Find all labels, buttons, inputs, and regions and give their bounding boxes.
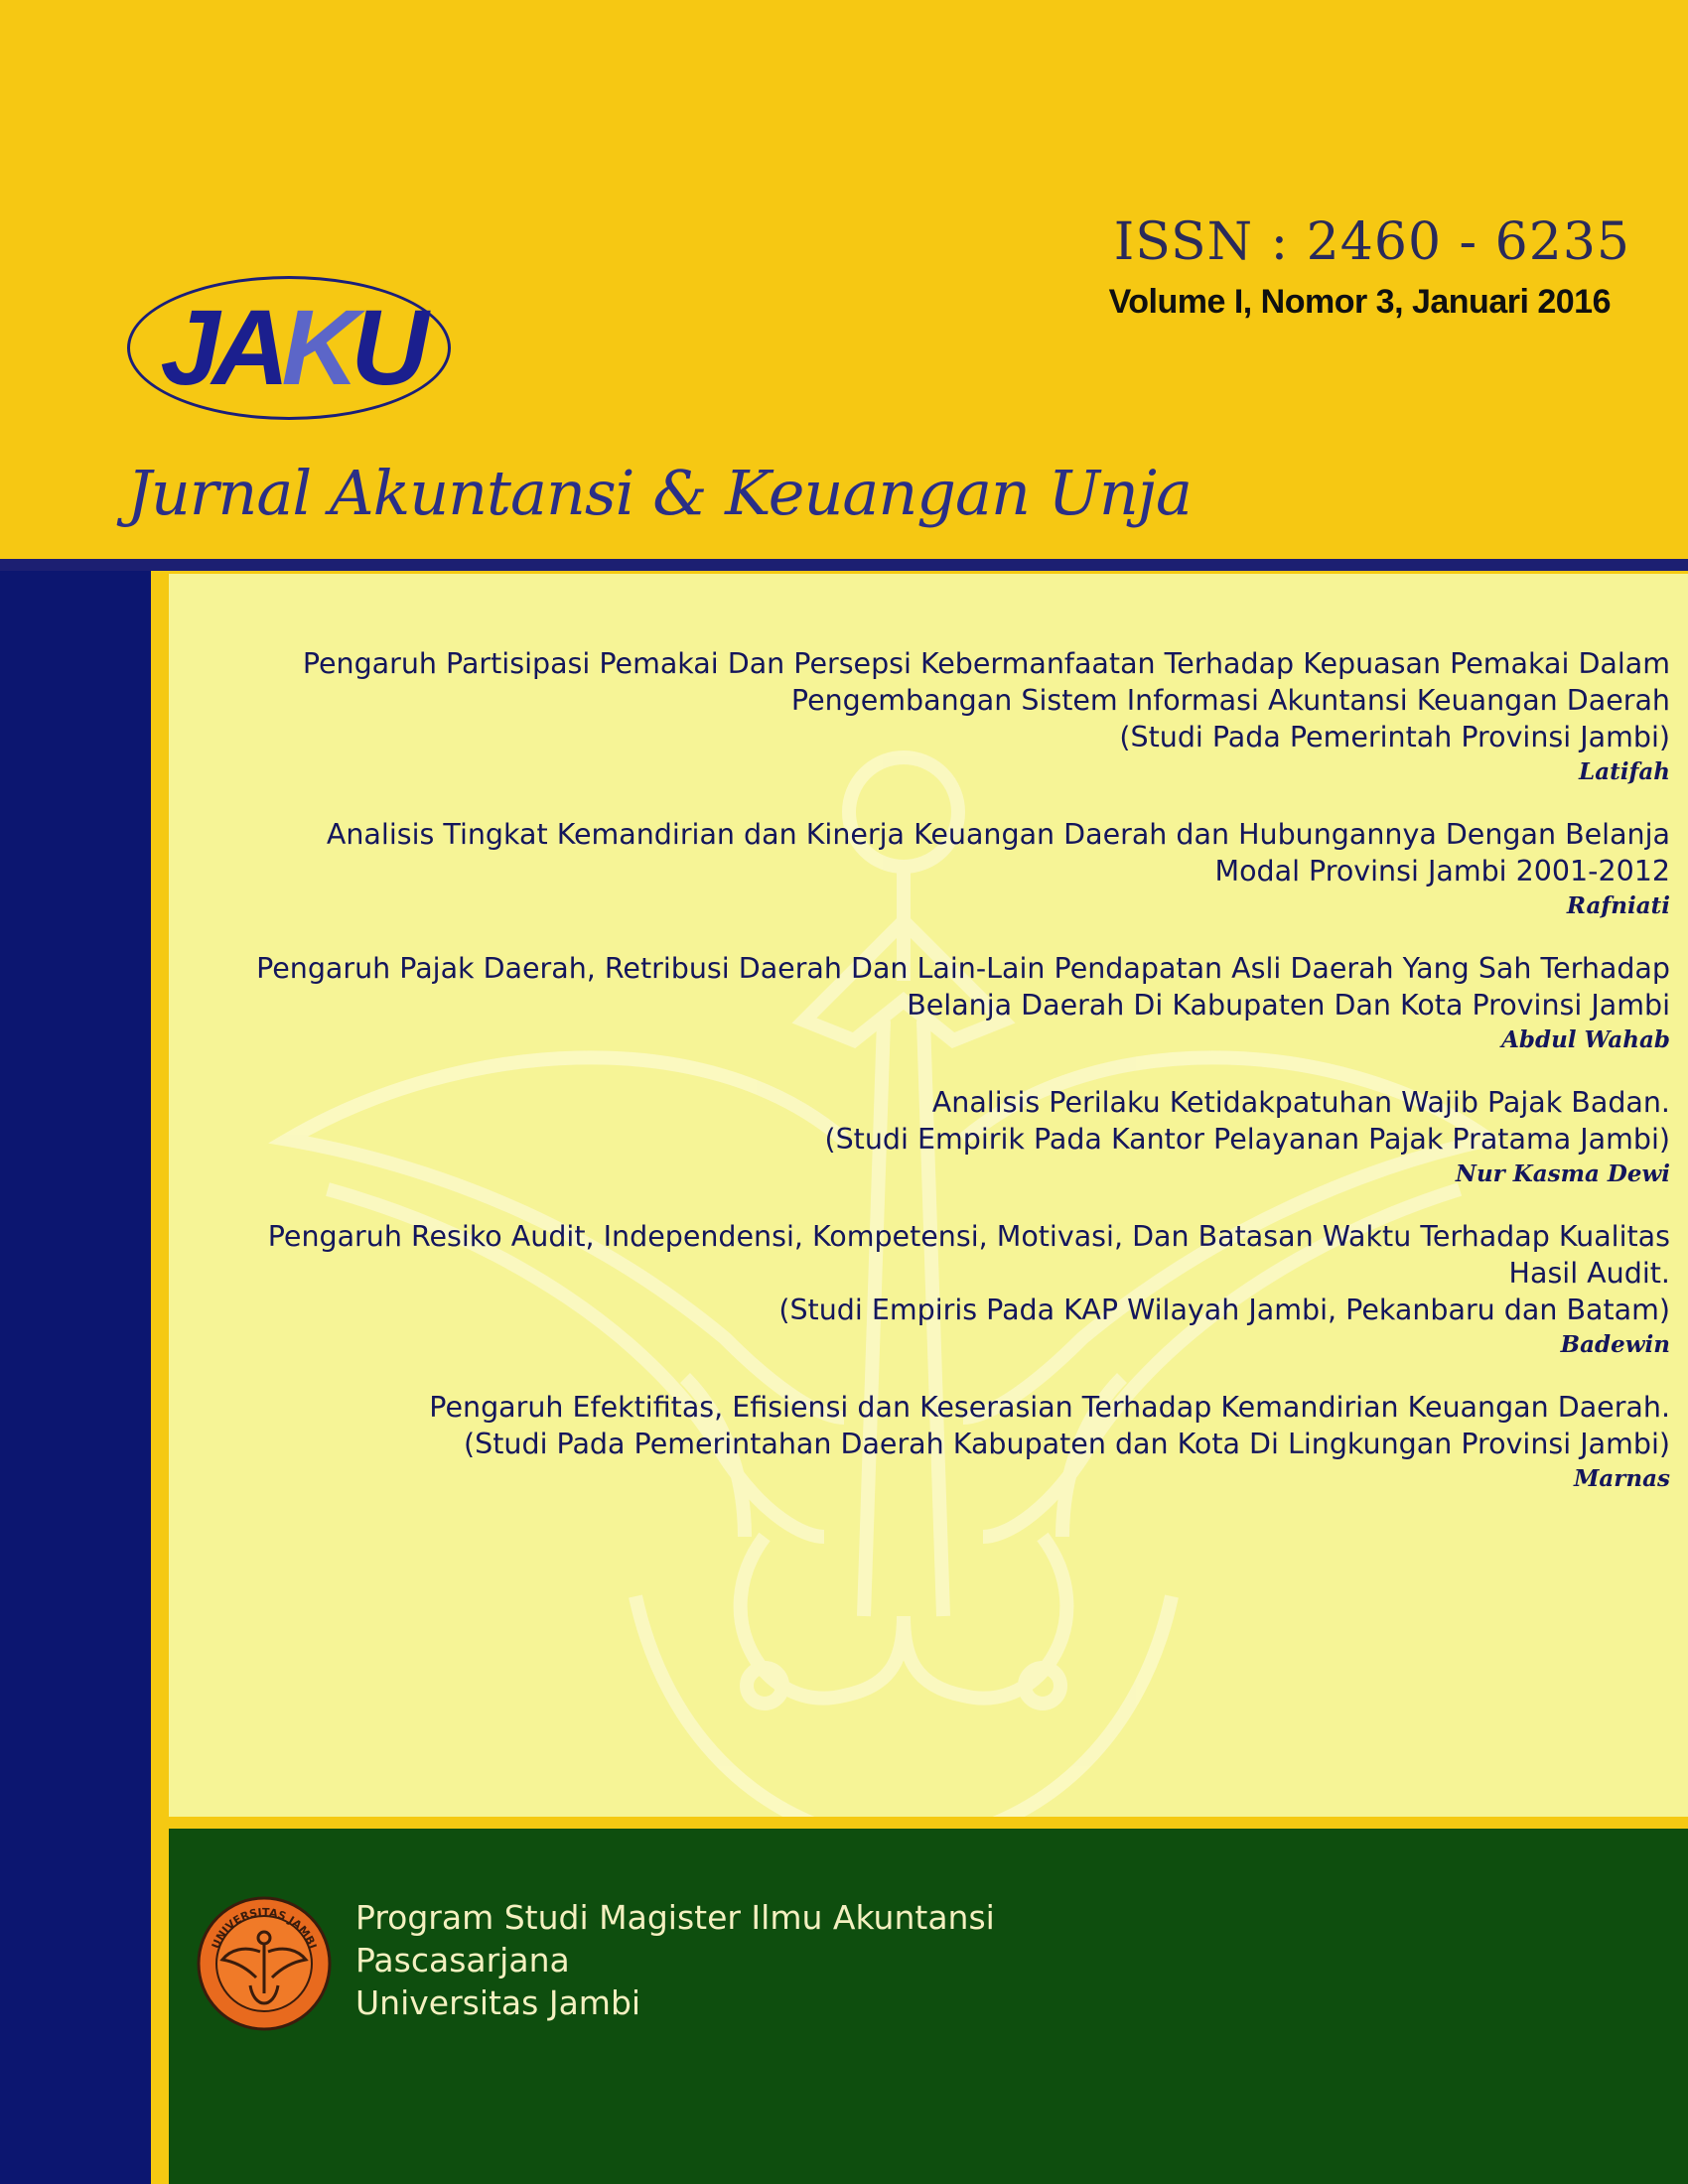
program-line: Pascasarjana <box>355 1941 570 1979</box>
article-entry <box>169 1389 1670 1495</box>
article-title-line: Analisis Perilaku Ketidakpatuhan Wajib Pajak Badan. <box>931 1086 1670 1119</box>
article-list <box>169 645 1670 1523</box>
header-divider <box>0 559 1688 571</box>
jaku-logo <box>149 287 432 407</box>
article-title-line: (Studi Pada Pemerintah Provinsi Jambi) <box>1119 721 1670 753</box>
article-title-line: (Studi Pada Pemerintahan Daerah Kabupaten dan Kota Di Lingkungan Provinsi Jambi) <box>464 1428 1670 1460</box>
article-author: Marnas <box>1573 1465 1670 1492</box>
article-title-line: Analisis Tingkat Kemandirian dan Kinerja Keuangan Daerah dan Hubungannya Dengan Belanja <box>326 818 1670 851</box>
article-title-line: Pengembangan Sistem Informasi Akuntansi Keuangan Daerah <box>790 684 1670 717</box>
program-line: Program Studi Magister Ilmu Akuntansi <box>355 1898 995 1937</box>
article-title-line: Belanja Daerah Di Kabupaten Dan Kota Provinsi Jambi <box>907 989 1670 1022</box>
logo-letter-a: A <box>211 287 282 407</box>
article-entry <box>169 816 1670 922</box>
article-title-line: Modal Provinsi Jambi 2001-2012 <box>1214 855 1670 887</box>
university-seal-icon <box>195 1894 334 2033</box>
article-title-line: Pengaruh Partisipasi Pemakai Dan Persepsi Kebermanfaatan Terhadap Kepuasan Pemakai Dalam <box>302 647 1670 680</box>
logo-letter-k: K <box>281 287 352 407</box>
article-author: Latifah <box>1579 758 1670 785</box>
journal-name: Jurnal Akuntansi & Keuangan Unja <box>127 457 1192 529</box>
article-entry <box>169 1218 1670 1361</box>
article-entry <box>169 645 1670 788</box>
article-author: Rafniati <box>1566 892 1670 919</box>
left-navy-bar <box>0 571 151 2184</box>
article-entry <box>169 950 1670 1056</box>
logo-letter-u: U <box>351 287 421 407</box>
article-title-line: Pengaruh Pajak Daerah, Retribusi Daerah Dan Lain-Lain Pendapatan Asli Daerah Yang Sah Terhadap <box>256 952 1670 985</box>
article-title-line: Hasil Audit. <box>1508 1257 1670 1290</box>
article-title-line: Pengaruh Resiko Audit, Independensi, Kompetensi, Motivasi, Dan Batasan Waktu Terhadap Kualitas <box>267 1220 1670 1253</box>
left-yellow-stripe <box>151 571 169 2184</box>
article-title-line: (Studi Empiris Pada KAP Wilayah Jambi, Pekanbaru dan Batam) <box>778 1294 1670 1326</box>
article-author: Abdul Wahab <box>1501 1026 1670 1053</box>
issn-number: ISSN : 2460 - 6235 <box>1113 212 1630 272</box>
program-line: Universitas Jambi <box>355 1983 641 2022</box>
volume-info: Volume I, Nomor 3, Januari 2016 <box>1108 283 1611 321</box>
footer-divider <box>151 1817 1688 1829</box>
seal-text: UNIVERSITAS JAMBI <box>209 1905 320 1951</box>
logo-letter-j: J <box>160 287 212 407</box>
article-author: Badewin <box>1560 1331 1670 1358</box>
article-title-line: Pengaruh Efektifitas, Efisiensi dan Keserasian Terhadap Kemandirian Keuangan Daerah. <box>429 1391 1670 1424</box>
program-info <box>355 1896 995 2024</box>
article-author: Nur Kasma Dewi <box>1455 1160 1670 1187</box>
article-title-line: (Studi Empirik Pada Kantor Pelayanan Pajak Pratama Jambi) <box>824 1123 1670 1156</box>
article-entry <box>169 1084 1670 1190</box>
